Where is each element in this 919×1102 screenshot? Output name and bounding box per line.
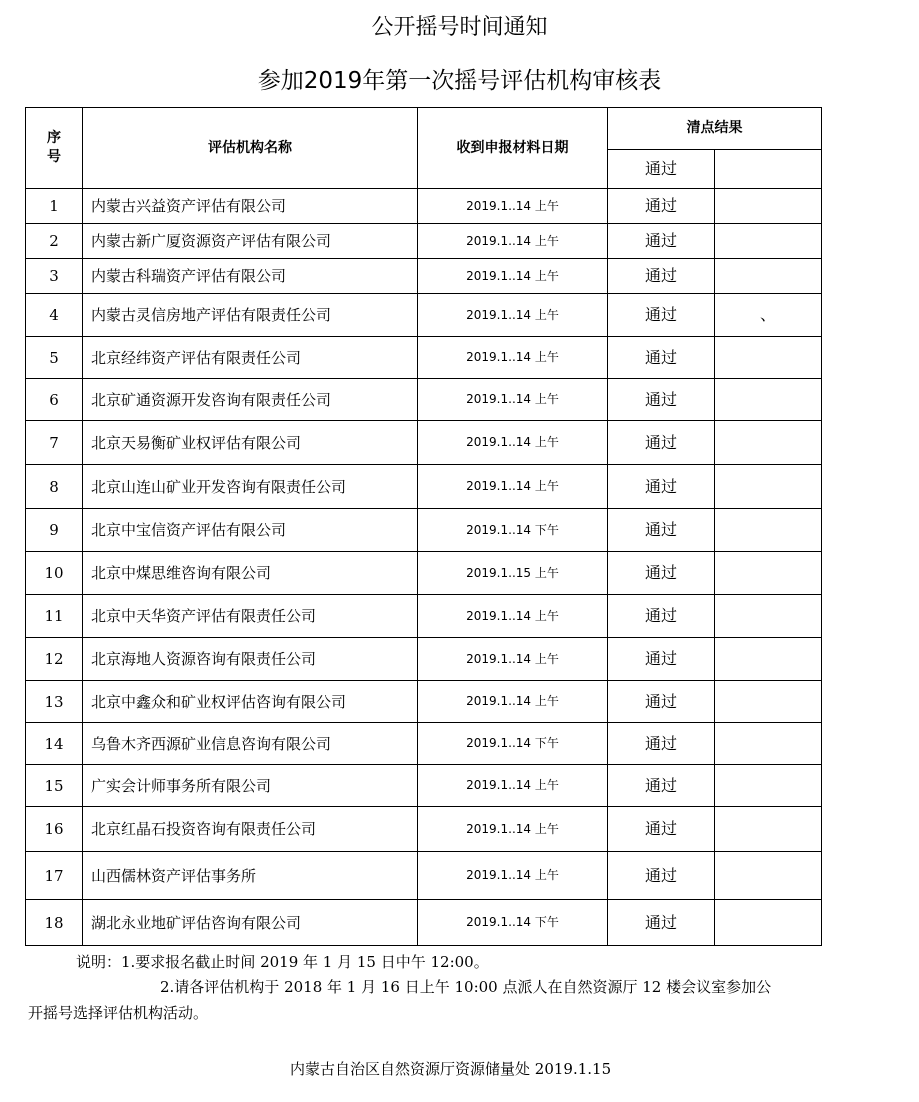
row-result: 通过 <box>608 379 715 421</box>
table-row <box>26 681 822 723</box>
header-name: 评估机构名称 <box>83 108 418 189</box>
table-row <box>26 723 822 765</box>
row-org-name: 北京天易衡矿业权评估有限公司 <box>83 421 418 465</box>
table-row <box>26 337 822 379</box>
row-date: 2019.1..14 上午 <box>418 259 608 294</box>
row-result: 通过 <box>608 259 715 294</box>
notice-title: 公开摇号时间通知 <box>371 15 548 40</box>
row-result: 通过 <box>608 595 715 638</box>
row-seq: 10 <box>26 552 83 595</box>
table-row <box>26 224 822 259</box>
row-date: 2019.1..14 下午 <box>418 509 608 552</box>
note-line-3: 开摇号选择评估机构活动。 <box>28 1004 209 1022</box>
row-seq: 4 <box>26 294 83 337</box>
row-result: 通过 <box>608 337 715 379</box>
table-row <box>26 900 822 946</box>
row-extra <box>715 259 822 294</box>
header-result-sub: 通过 <box>608 150 715 189</box>
row-extra <box>715 807 822 852</box>
row-result: 通过 <box>608 723 715 765</box>
row-result: 通过 <box>608 509 715 552</box>
table-row <box>26 509 822 552</box>
row-extra <box>715 224 822 259</box>
row-extra <box>715 509 822 552</box>
row-org-name: 北京中鑫众和矿业权评估咨询有限公司 <box>83 681 418 723</box>
header-seq-label: 序号 <box>46 130 61 165</box>
row-date: 2019.1..14 上午 <box>418 638 608 681</box>
row-extra <box>715 765 822 807</box>
table-row <box>26 765 822 807</box>
row-date: 2019.1..14 上午 <box>418 421 608 465</box>
row-extra <box>715 595 822 638</box>
row-extra: 、 <box>715 294 822 337</box>
row-seq: 8 <box>26 465 83 509</box>
row-seq: 13 <box>26 681 83 723</box>
header-date: 收到申报材料日期 <box>418 108 608 189</box>
row-seq: 1 <box>26 189 83 224</box>
row-extra <box>715 552 822 595</box>
row-seq: 16 <box>26 807 83 852</box>
row-org-name: 北京海地人资源咨询有限责任公司 <box>83 638 418 681</box>
row-org-name: 北京中宝信资产评估有限公司 <box>83 509 418 552</box>
row-date: 2019.1..14 下午 <box>418 900 608 946</box>
row-date: 2019.1..14 上午 <box>418 337 608 379</box>
row-date: 2019.1..14 上午 <box>418 807 608 852</box>
row-result: 通过 <box>608 807 715 852</box>
row-result: 通过 <box>608 852 715 900</box>
row-date: 2019.1..14 上午 <box>418 224 608 259</box>
row-extra <box>715 421 822 465</box>
row-seq: 6 <box>26 379 83 421</box>
row-result: 通过 <box>608 765 715 807</box>
header-result: 清点结果 <box>608 108 822 150</box>
row-seq: 12 <box>26 638 83 681</box>
row-seq: 9 <box>26 509 83 552</box>
row-org-name: 内蒙古科瑞资产评估有限公司 <box>83 259 418 294</box>
row-seq: 14 <box>26 723 83 765</box>
row-org-name: 北京中煤思维咨询有限公司 <box>83 552 418 595</box>
table-row <box>26 638 822 681</box>
note-line-1: 说明：1.要求报名截止时间 2019 年 1 月 15 日中午 12:00。 <box>76 953 489 971</box>
footer-signature: 内蒙古自治区自然资源厅资源储量处 2019.1.15 <box>290 1060 612 1078</box>
row-org-name: 北京中天华资产评估有限责任公司 <box>83 595 418 638</box>
row-date: 2019.1..14 上午 <box>418 765 608 807</box>
header-result-empty <box>715 150 822 189</box>
row-result: 通过 <box>608 681 715 723</box>
row-extra <box>715 337 822 379</box>
row-result: 通过 <box>608 465 715 509</box>
row-extra <box>715 681 822 723</box>
review-table <box>25 107 822 946</box>
row-extra <box>715 189 822 224</box>
table-row <box>26 552 822 595</box>
row-result: 通过 <box>608 421 715 465</box>
table-row <box>26 294 822 337</box>
table-row <box>26 852 822 900</box>
row-org-name: 北京红晶石投资咨询有限责任公司 <box>83 807 418 852</box>
row-date: 2019.1..14 上午 <box>418 294 608 337</box>
row-result: 通过 <box>608 294 715 337</box>
row-date: 2019.1..14 上午 <box>418 465 608 509</box>
row-result: 通过 <box>608 552 715 595</box>
row-extra <box>715 465 822 509</box>
row-org-name: 湖北永业地矿评估咨询有限公司 <box>83 900 418 946</box>
table-row <box>26 379 822 421</box>
row-org-name: 内蒙古新广厦资源资产评估有限公司 <box>83 224 418 259</box>
table-row <box>26 421 822 465</box>
row-seq: 7 <box>26 421 83 465</box>
row-org-name: 广实会计师事务所有限公司 <box>83 765 418 807</box>
row-result: 通过 <box>608 900 715 946</box>
row-org-name: 山西儒林资产评估事务所 <box>83 852 418 900</box>
table-row <box>26 189 822 224</box>
row-date: 2019.1..14 上午 <box>418 852 608 900</box>
row-date: 2019.1..14 上午 <box>418 379 608 421</box>
table-title: 参加2019年第一次摇号评估机构审核表 <box>257 68 662 94</box>
row-org-name: 北京经纬资产评估有限责任公司 <box>83 337 418 379</box>
table-row <box>26 259 822 294</box>
row-org-name: 内蒙古灵信房地产评估有限责任公司 <box>83 294 418 337</box>
row-org-name: 内蒙古兴益资产评估有限公司 <box>83 189 418 224</box>
row-org-name: 乌鲁木齐西源矿业信息咨询有限公司 <box>83 723 418 765</box>
table-row <box>26 595 822 638</box>
row-extra <box>715 900 822 946</box>
row-org-name: 北京山连山矿业开发咨询有限责任公司 <box>83 465 418 509</box>
row-date: 2019.1..14 上午 <box>418 189 608 224</box>
row-seq: 5 <box>26 337 83 379</box>
row-result: 通过 <box>608 224 715 259</box>
table-row <box>26 807 822 852</box>
row-extra <box>715 638 822 681</box>
header-seq <box>26 108 83 189</box>
row-seq: 18 <box>26 900 83 946</box>
header-row <box>26 108 822 150</box>
row-extra <box>715 723 822 765</box>
review-table-body <box>26 108 822 946</box>
row-org-name: 北京矿通资源开发咨询有限责任公司 <box>83 379 418 421</box>
row-result: 通过 <box>608 189 715 224</box>
row-seq: 11 <box>26 595 83 638</box>
note-line-2: 2.请各评估机构于 2018 年 1 月 16 日上午 10:00 点派人在自然资源厅 12 楼会议室参加公 <box>160 978 772 996</box>
table-row <box>26 465 822 509</box>
row-date: 2019.1..14 下午 <box>418 723 608 765</box>
row-extra <box>715 379 822 421</box>
row-date: 2019.1..14 上午 <box>418 681 608 723</box>
row-date: 2019.1..14 上午 <box>418 595 608 638</box>
row-seq: 17 <box>26 852 83 900</box>
row-date: 2019.1..15 上午 <box>418 552 608 595</box>
row-seq: 3 <box>26 259 83 294</box>
row-result: 通过 <box>608 638 715 681</box>
row-seq: 15 <box>26 765 83 807</box>
row-seq: 2 <box>26 224 83 259</box>
row-extra <box>715 852 822 900</box>
